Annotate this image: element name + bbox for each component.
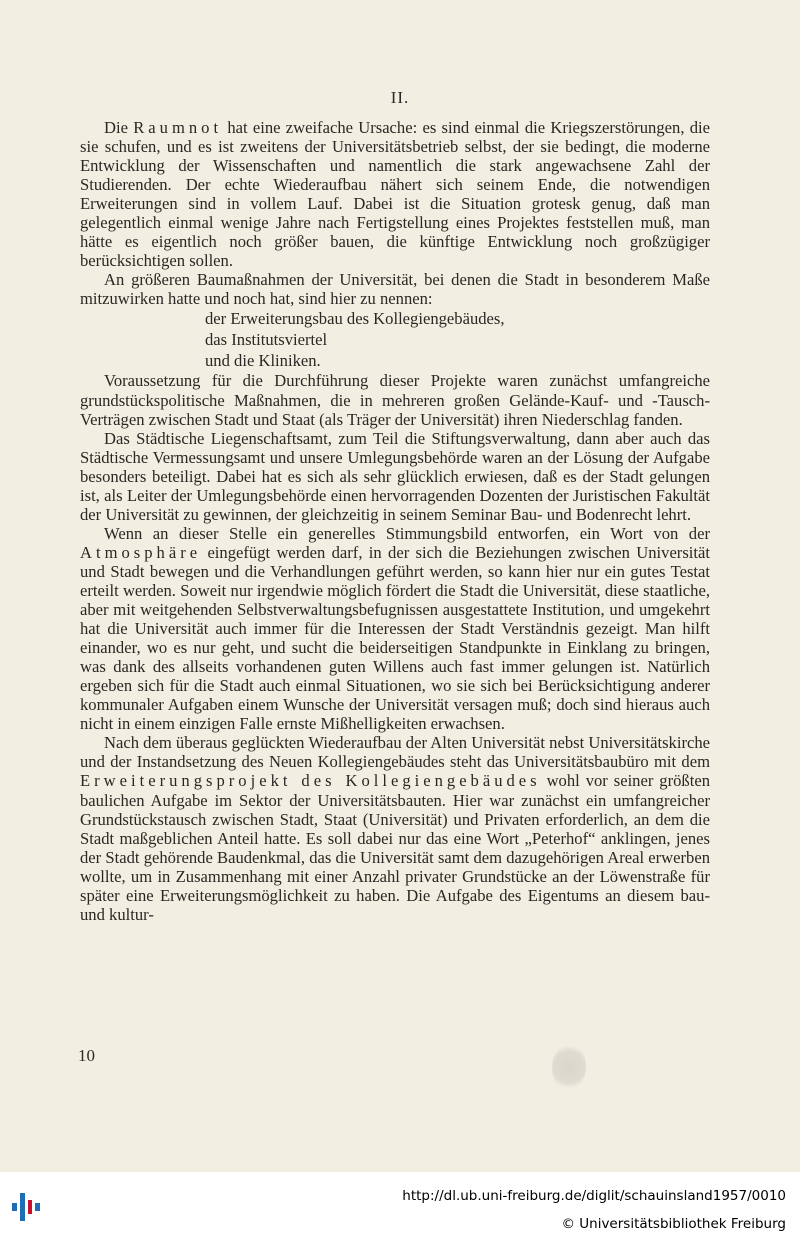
paragraph-2: An größeren Baumaßnahmen der Universität, bei denen die Stadt in besonderem Maße mitzuwirken hatte und noch hat, sind hier zu nennen: bbox=[80, 270, 710, 309]
spaced-term-erweiterungsprojekt: Erweiterungsprojekt des Kollegiengebäudes bbox=[80, 771, 541, 791]
project-list bbox=[80, 308, 710, 371]
list-item: das Institutsviertel bbox=[205, 330, 328, 350]
paragraph-6 bbox=[80, 733, 710, 923]
footer-bar bbox=[0, 1172, 800, 1239]
page-number: 10 bbox=[78, 1046, 95, 1065]
paragraph-1-start: Die bbox=[104, 118, 134, 137]
paragraph-3: Voraussetzung für die Durchführung dieser Projekte waren zunächst umfangreiche grundstückspolitische Maßnahmen, die in mehreren großen Gelände-Kauf- und -Tausch-Verträgen zwischen Stadt und Staat (als Träger der Universität) ihren Niederschlag fanden. bbox=[80, 371, 710, 429]
library-logo-icon bbox=[10, 1190, 48, 1224]
copyright-notice: © Universitätsbibliothek Freiburg bbox=[561, 1216, 786, 1232]
paragraph-5 bbox=[80, 524, 710, 734]
spaced-term-atmosphaere: Atmosphäre bbox=[80, 542, 202, 562]
paragraph-4: Das Städtische Liegenschaftsamt, zum Teil die Stiftungsverwaltung, dann aber auch das Städtische Vermessungsamt und unsere Umlegungsbehörde waren an der Lösung der Aufgabe besonders beteiligt. Dabei hat es sich als sehr glücklich erwiesen, daß es der Stadt gelungen ist, als Leiter der Umlegungsbehörde einen hervorragenden Dozenten der Juristischen Fakultät der Universität zu gewinnen, der gleichzeitig in seinem Seminar Bau- und Bodenrecht lehrt. bbox=[80, 428, 710, 524]
paragraph-1-rest: hat eine zweifache Ursache: es sind einmal die Kriegszerstörungen, die sie schufen, und es ist zweitens der Universitätsbetrieb selbst, der sie bedingt, die moderne Entwicklung der Wissenschaften und namentlich die stark angewachsene Zahl der Studierenden. Der echte Wiederaufbau nähert sich seinem Ende, die notwendigen Erweiterungen sind in vollem Lauf. Dabei ist die Situation grotesk genug, daß man gelegentlich einmal wenige Jahre nach Fertigstellung eines Projektes feststellen muß, man hätte es eigentlich noch größer bauen, die künftige Entwicklung noch großzügiger berücksichtigen sollen. bbox=[80, 118, 710, 271]
section-number: II. bbox=[390, 88, 410, 107]
body-text bbox=[80, 118, 710, 924]
list-item: und die Kliniken. bbox=[205, 351, 321, 371]
permalink-url[interactable]: http://dl.ub.uni-freiburg.de/diglit/schauinsland1957/0010 bbox=[402, 1188, 786, 1204]
paragraph-5-start: Wenn an dieser Stelle ein generelles Stimmungsbild entworfen, ein Wort von der bbox=[104, 523, 710, 543]
paragraph-5-rest: eingefügt werden darf, in der sich die Beziehungen zwischen Universität und Stadt bewegen und die Verhandlungen geführt werden, so kann hier nur ein gutes Testat erteilt werden. Soweit nur irgendwie möglich fördert die Stadt die Universität, diese staatliche, aber mit weitgehenden Selbstverwaltungsbefugnissen ausgestattete Institution, und umgekehrt hat die Universität auch immer für die Interessen der Stadt Verständnis gezeigt. Man hilft einander, wo es nur geht, und sucht die beiderseitigen Standpunkte in Einklang zu bringen, was dank des allseits vorhandenen guten Willens auch fast immer gelungen ist. Natürlich ergeben sich für die Stadt auch einmal Situationen, wo sie sich bei Berücksichtigung anderer kommunaler Aufgaben einem Wunsche der Universität versagen muß; doch sind hieraus auch nicht in einem einzigen Falle ernste Mißhelligkeiten erwachsen. bbox=[80, 542, 710, 734]
list-item: der Erweiterungsbau des Kollegiengebäudes, bbox=[205, 309, 505, 329]
paragraph-6-start: Nach dem überaus geglückten Wiederaufbau der Alten Universität nebst Universitätskirche und der Instandsetzung des Neuen Kollegiengebäudes steht das Universitätsbaubüro mit dem bbox=[80, 733, 710, 772]
paragraph-6-rest: wohl vor seiner größten baulichen Aufgabe im Sektor der Universitätsbauten. Hier war zunächst ein umfangreicher Grundstückstausch zwischen Stadt, Staat (Universität) und Privaten erforderlich, an dem die Stadt maßgeblichen Anteil hatte. Es soll dabei nur das eine Wort „Peterhof“ anklingen, jenes der Stadt gehörende Baudenkmal, das die Universität samt dem dazugehörigen Areal erwerben wollte, um in Zusammenhang mit einer Anzahl privater Grundstücke an der Löwenstraße für später eine Erweiterungsmöglichkeit zu haben. Die Aufgabe des Eigentums an diesem bau- und kultur- bbox=[80, 771, 710, 924]
paragraph-1 bbox=[80, 118, 710, 270]
spaced-term-raumnot: Raumnot bbox=[133, 118, 223, 137]
library-stamp bbox=[552, 1044, 586, 1090]
